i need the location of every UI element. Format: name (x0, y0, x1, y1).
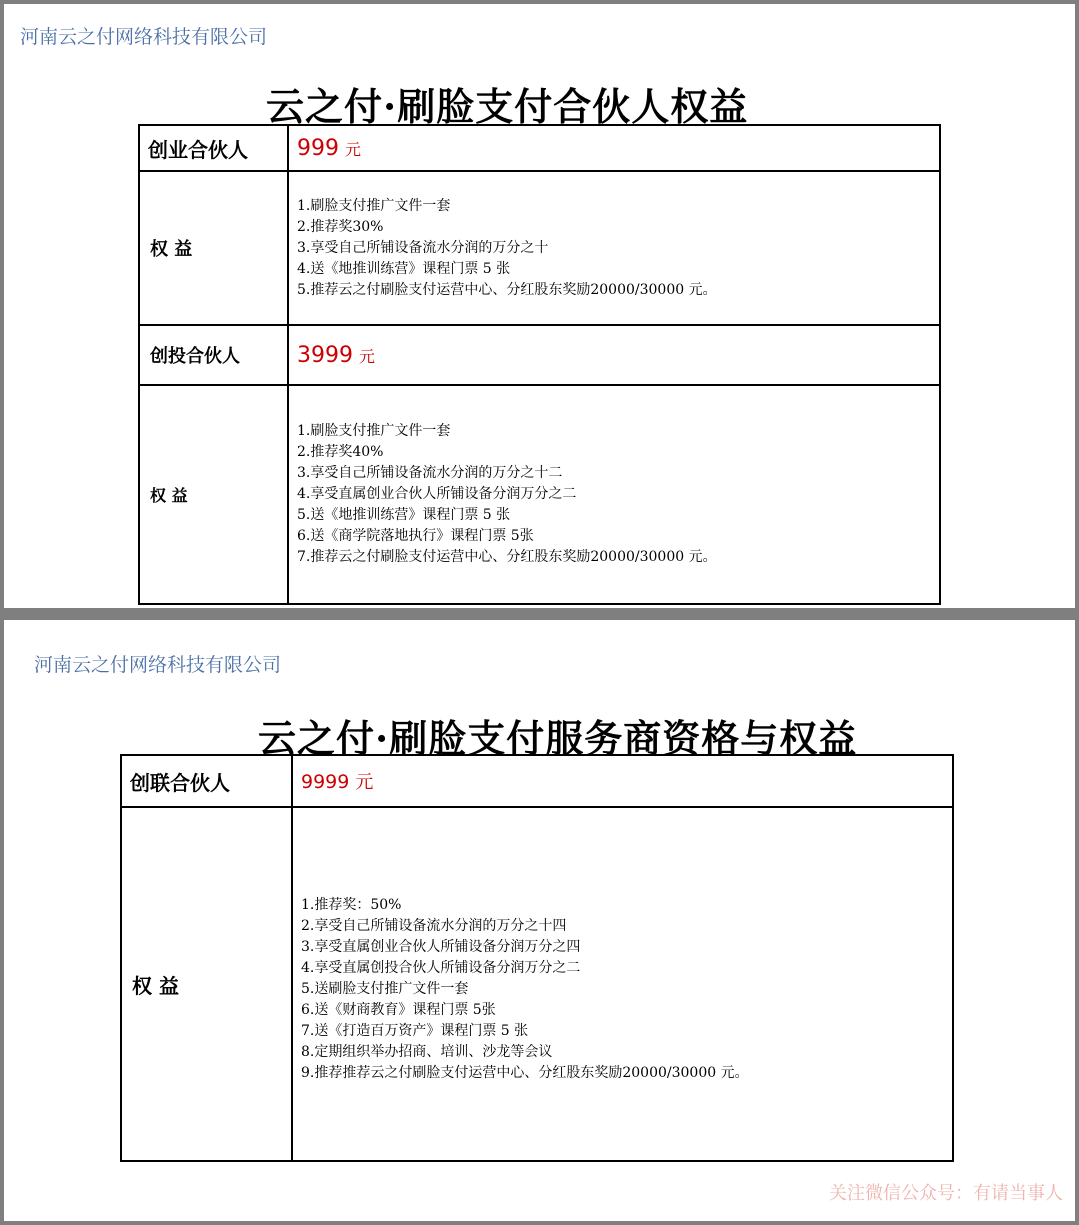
table-row (122, 756, 952, 808)
benefits-table (120, 754, 954, 1162)
list-item: 4.享受直属创投合伙人所铺设备分润万分之二 (301, 959, 581, 976)
benefits-list (301, 895, 749, 1084)
benefits-label: 权 益 (140, 386, 289, 603)
list-item: 8.定期组织举办招商、培训、沙龙等会议 (301, 1043, 553, 1060)
tier-label: 创业合伙人 (140, 126, 289, 170)
list-item: 3.享受直属创业合伙人所铺设备分润万分之四 (301, 938, 581, 955)
tier-price: 999 元 (297, 135, 362, 161)
benefits-list (297, 421, 717, 568)
list-item: 1.推荐奖：50% (301, 896, 402, 913)
tier-price: 9999 元 (301, 771, 374, 793)
list-item: 2.享受自己所铺设备流水分润的万分之十四 (301, 917, 567, 934)
document-page-1 (4, 4, 1075, 608)
list-item: 3.享受自己所铺设备流水分润的万分之十 (297, 239, 549, 256)
tier-label: 创联合伙人 (122, 756, 293, 806)
benefits-label: 权 益 (122, 808, 293, 1160)
list-item: 6.送《商学院落地执行》课程门票 5张 (297, 528, 534, 544)
list-item: 5.推荐云之付刷脸支付运营中心、分红股东奖励20000/30000 元。 (297, 281, 717, 298)
list-item: 9.推荐推荐云之付刷脸支付运营中心、分红股东奖励20000/30000 元。 (301, 1064, 749, 1081)
list-item: 7.推荐云之付刷脸支付运营中心、分红股东奖励20000/30000 元。 (297, 549, 717, 565)
page-title: 云之付·刷脸支付服务商资格与权益 (258, 716, 858, 761)
benefits-list (297, 196, 717, 301)
table-row (140, 126, 939, 172)
benefits-label: 权 益 (140, 172, 289, 324)
document-page-2 (4, 620, 1075, 1221)
list-item: 7.送《打造百万资产》课程门票 5 张 (301, 1022, 529, 1039)
list-item: 2.推荐奖40% (297, 444, 384, 460)
list-item: 2.推荐奖30% (297, 218, 384, 235)
list-item: 5.送刷脸支付推广文件一套 (301, 980, 469, 997)
list-item: 6.送《财商教育》课程门票 5张 (301, 1001, 496, 1018)
watermark-text: 关注微信公众号：有请当事人 (829, 1183, 1063, 1204)
table-row (140, 386, 939, 603)
table-row (122, 808, 952, 1160)
list-item: 3.享受自己所铺设备流水分润的万分之十二 (297, 465, 563, 481)
page-title: 云之付·刷脸支付合伙人权益 (266, 84, 749, 129)
list-item: 4.享受直属创业合伙人所铺设备分润万分之二 (297, 486, 577, 502)
benefits-table (138, 124, 941, 605)
list-item: 4.送《地推训练营》课程门票 5 张 (297, 260, 511, 277)
company-name: 河南云之付网络科技有限公司 (34, 654, 282, 676)
tier-price: 3999 元 (297, 342, 376, 368)
list-item: 5.送《地推训练营》课程门票 5 张 (297, 507, 511, 523)
company-name: 河南云之付网络科技有限公司 (20, 26, 268, 48)
table-row (140, 172, 939, 326)
list-item: 1.刷脸支付推广文件一套 (297, 423, 451, 439)
tier-label: 创投合伙人 (140, 326, 289, 384)
table-row (140, 326, 939, 386)
list-item: 1.刷脸支付推广文件一套 (297, 197, 451, 214)
